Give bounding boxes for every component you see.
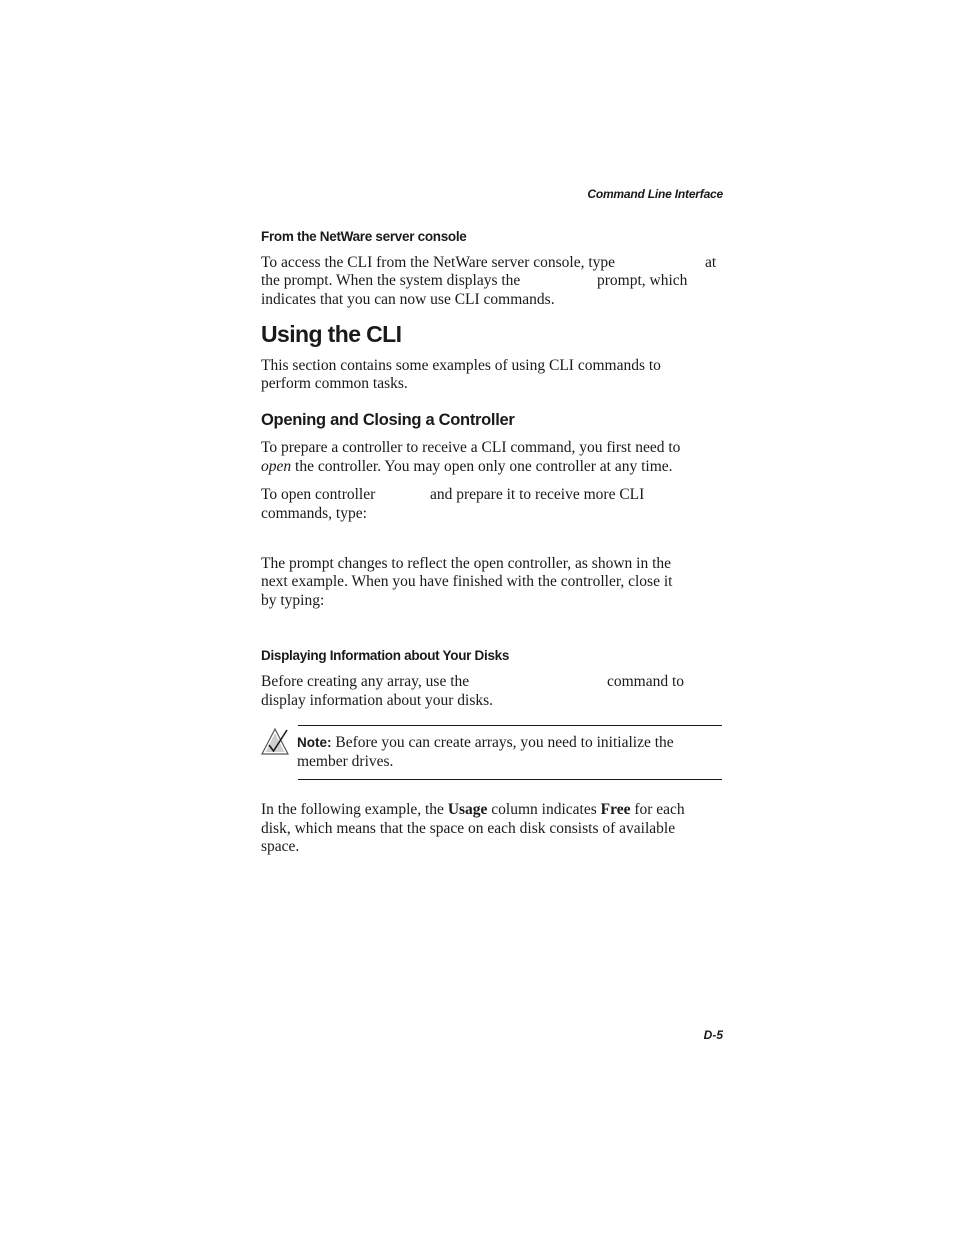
disks-p2-text-b: column indicates [487,801,601,818]
controller-p3-line-1: The prompt changes to reflect the open controller, as shown in the [261,555,672,572]
running-header: Command Line Interface [587,187,723,201]
disks-p1-line-1-start: Before creating any array, use the [261,673,470,690]
note-line-1-text: Before you can create arrays, you need to initialize the [331,734,674,751]
disks-p2-text-c: for each [630,801,685,818]
controller-p1-line-1: To prepare a controller to receive a CLI command, you first need to [261,439,681,456]
netware-heading: From the NetWare server console [261,229,467,244]
netware-line-3: indicates that you can now use CLI commands. [261,291,555,308]
controller-p2-line-1-start: To open controller [261,486,376,503]
controller-p1-line-2-rest: the controller. You may open only one controller at any time. [291,458,673,475]
controller-p2-line-1-end: and prepare it to receive more CLI [430,486,645,503]
open-emphasis: open [261,458,292,475]
netware-line-1-end: at [705,254,717,271]
free-term: Free [600,801,631,818]
note-line-1 [297,734,723,753]
netware-line-2-end: prompt, which [597,272,688,289]
note-checkmark-icon [260,727,290,757]
netware-line-2-start: the prompt. When the system displays the [261,272,521,289]
note-line-2: member drives. [297,753,394,770]
netware-line-1 [261,254,723,273]
disks-p1-line-1-end: command to [607,673,685,690]
controller-p3-line-3: by typing: [261,592,325,609]
using-intro-line-1: This section contains some examples of using CLI commands to [261,357,661,374]
using-intro-line-2: perform common tasks. [261,375,408,392]
note-top-rule [298,725,722,726]
note-bottom-rule [298,779,722,780]
controller-p3-line-2: next example. When you have finished with the controller, close it [261,573,673,590]
controller-p1-line-2 [261,458,723,477]
netware-line-1-start: To access the CLI from the NetWare server console, type [261,254,616,271]
usage-term: Usage [447,801,488,818]
disks-p2-line-1 [261,801,723,820]
disks-p2-line-3: space. [261,838,300,855]
note-label: Note: [297,735,332,750]
disks-p2-text-a: In the following example, the [261,801,448,818]
disks-heading: Displaying Information about Your Disks [261,648,510,663]
disks-p1-line-2: display information about your disks. [261,692,494,709]
controller-p2-line-1 [261,486,723,505]
netware-line-2 [261,272,723,291]
page-number: D-5 [703,1028,723,1042]
disks-p2-line-2: disk, which means that the space on each disk consists of available [261,820,676,837]
disks-p1-line-1 [261,673,723,692]
controller-p2-line-2: commands, type: [261,505,367,522]
using-cli-heading: Using the CLI [261,321,402,347]
controller-heading: Opening and Closing a Controller [261,411,515,429]
